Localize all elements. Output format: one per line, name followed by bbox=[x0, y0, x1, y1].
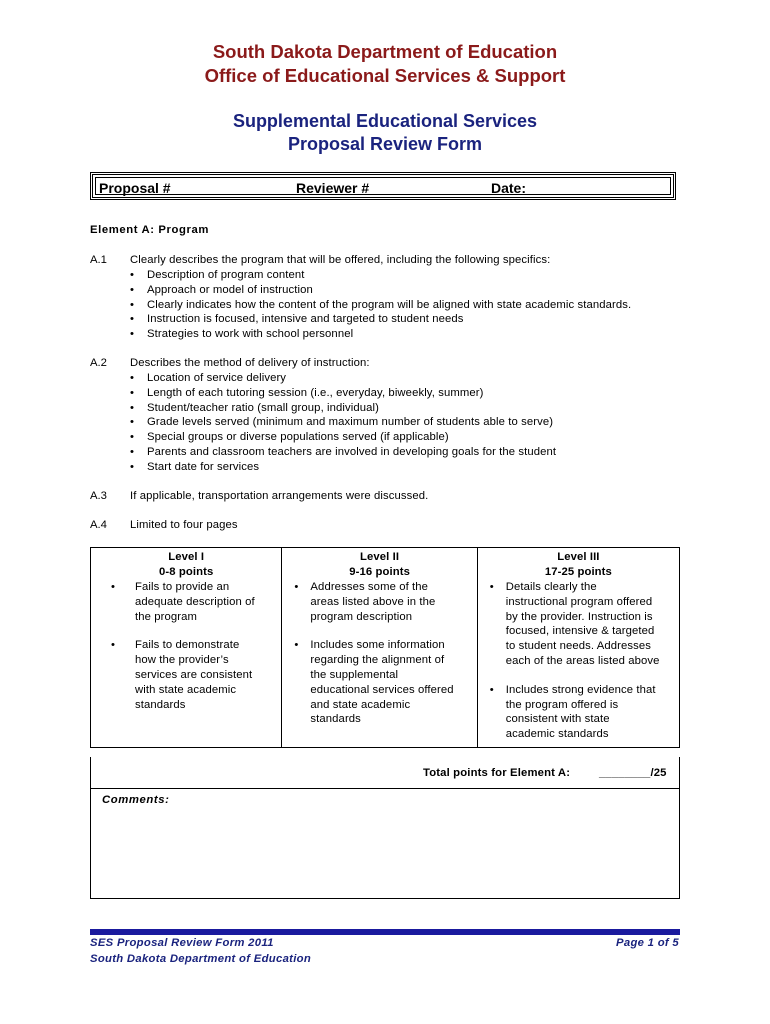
total-points-row bbox=[90, 757, 680, 789]
list-item: • Length of each tutoring session (i.e., everyday, biweekly, summer) bbox=[130, 386, 484, 399]
level-header: Level I 0-8 points bbox=[159, 551, 214, 578]
list-item: • Start date for services bbox=[130, 460, 260, 473]
list-item: • Location of service delivery bbox=[130, 372, 287, 384]
criterion: • Fails to provide an adequate description of the program bbox=[110, 581, 255, 623]
list-item: • Clearly indicates how the content of the program will be aligned with state academic standards. bbox=[130, 298, 632, 311]
scoring-levels-table bbox=[90, 547, 680, 748]
form-title-line1: Supplemental Educational Services bbox=[232, 111, 538, 131]
list-item: • Special groups or diverse populations served (if applicable) bbox=[130, 431, 449, 444]
item-text: If applicable, transportation arrangements were discussed. bbox=[130, 490, 429, 502]
comments-box[interactable] bbox=[90, 789, 680, 899]
footer-form-name: SES Proposal Review Form 2011 bbox=[90, 937, 274, 949]
total-points-label: Total points for Element A: bbox=[423, 767, 571, 779]
list-item: • Instruction is focused, intensive and targeted to student needs bbox=[130, 313, 464, 326]
item-number: A.4 bbox=[90, 519, 107, 531]
proposal-info-box bbox=[90, 172, 676, 200]
item-bullet-list bbox=[130, 268, 631, 342]
list-item: • Approach or model of instruction bbox=[130, 283, 313, 296]
criterion: • Includes some information regarding the alignment of the supplemental educational services offered and state academic standards bbox=[294, 639, 454, 726]
footer-department: South Dakota Department of Education bbox=[90, 953, 312, 965]
list-item: • Parents and classroom teachers are involved in developing goals for the student bbox=[130, 445, 557, 458]
item-text: Clearly describes the program that will be offered, including the following specifics: bbox=[130, 254, 551, 266]
criterion: • Fails to demonstrate how the provider’s services are consistent with state academic standards bbox=[110, 639, 253, 711]
item-number: A.3 bbox=[90, 490, 107, 502]
list-item: • Grade levels served (minimum and maximum number of students able to serve) bbox=[130, 416, 554, 429]
form-title-line2: Proposal Review Form bbox=[287, 134, 483, 154]
level-column bbox=[477, 548, 679, 748]
total-points-field[interactable]: ________/25 bbox=[599, 767, 667, 779]
date-label: Date: bbox=[491, 180, 527, 196]
item-bullet-list bbox=[130, 371, 556, 475]
criterion: • Details clearly the instructional program offered by the provider. Instruction is focused, intensive & targeted to student needs. Addresses each of the areas listed above bbox=[489, 581, 660, 667]
item-number: A.1 bbox=[90, 254, 107, 266]
proposal-number-label: Proposal # bbox=[99, 180, 171, 196]
level-header: Level III 17-25 points bbox=[544, 551, 612, 578]
level-column bbox=[91, 548, 282, 748]
item-number: A.2 bbox=[90, 357, 107, 369]
element-heading: Element A: Program bbox=[90, 224, 209, 236]
reviewer-number-label: Reviewer # bbox=[296, 180, 370, 196]
list-item: • Student/teacher ratio (small group, individual) bbox=[130, 401, 380, 414]
footer-rule bbox=[90, 929, 680, 935]
comments-label: Comments: bbox=[102, 794, 170, 806]
item-text: Describes the method of delivery of instruction: bbox=[130, 357, 370, 369]
level-column bbox=[282, 548, 477, 748]
list-item: • Strategies to work with school personnel bbox=[130, 328, 354, 341]
criterion: • Includes strong evidence that the program offered is consistent with state academic standards bbox=[489, 683, 656, 741]
level-header: Level II 9-16 points bbox=[349, 551, 410, 578]
office-title: Office of Educational Services & Support bbox=[204, 65, 566, 86]
department-title: South Dakota Department of Education bbox=[212, 41, 558, 62]
item-text: Limited to four pages bbox=[130, 519, 238, 531]
page-number: Page 1 of 5 bbox=[616, 937, 679, 949]
list-item: • Description of program content bbox=[130, 269, 305, 281]
criterion: • Addresses some of the areas listed above in the program description bbox=[294, 581, 436, 623]
